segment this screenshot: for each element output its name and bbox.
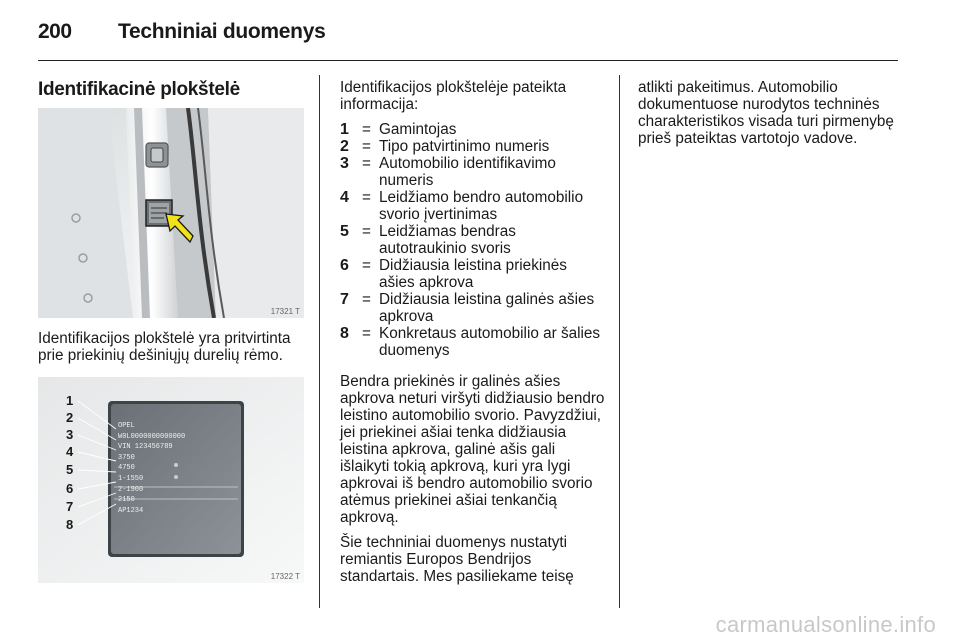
- door-caption: Identifikacijos plokštelė yra pritvirtinta prie priekinių dešiniųjų durelių rėmo.: [38, 330, 291, 364]
- list-item: [340, 121, 606, 138]
- plate-line-7: 2-1900: [118, 485, 144, 494]
- list-intro: Identifikacijos plokštelėje pateikta informacija:: [340, 79, 567, 113]
- item-number: 5: [340, 223, 349, 240]
- item-number: 3: [340, 155, 349, 172]
- plate-info-list: [340, 121, 606, 359]
- list-item: [340, 223, 606, 257]
- item-number: 2: [340, 138, 349, 155]
- plate-line-9: AP1234: [118, 506, 144, 515]
- plate-line-1: OPEL: [118, 422, 135, 430]
- item-text: Leidžiamas bendras autotraukinio svoris: [379, 223, 516, 257]
- callout-1: 1: [66, 393, 74, 408]
- plate-line-6: 1-1550: [118, 474, 144, 483]
- continuation-paragraph: atlikti pakeitimus. Automobilio dokumentuose nurodytos techninės charakteristikos visada turi pirmenybę prieš pateiktas vartotojo vadove.: [638, 79, 894, 147]
- list-item: [340, 325, 606, 359]
- figure-code: 17322 T: [270, 572, 300, 581]
- column-divider-1: [319, 75, 320, 608]
- item-text: Didžiausia leistina priekinės ašies apkrova: [379, 257, 567, 291]
- item-text: Konkretaus automobilio ar šalies duomenys: [379, 325, 601, 359]
- plate-figure: [38, 377, 304, 583]
- item-number: 6: [340, 257, 349, 274]
- item-equals: =: [362, 189, 371, 206]
- callout-8: 8: [66, 517, 74, 532]
- figure-code: 17321 T: [270, 307, 300, 316]
- callout-5: 5: [66, 462, 74, 477]
- watermark: carmanualsonline.info: [715, 612, 936, 637]
- list-item: [340, 138, 606, 155]
- item-number: 4: [340, 189, 349, 206]
- callout-2: 2: [66, 410, 74, 425]
- item-equals: =: [362, 291, 371, 308]
- item-text: Gamintojas: [379, 121, 457, 138]
- item-number: 1: [340, 121, 349, 138]
- callout-3: 3: [66, 427, 74, 442]
- axle-load-paragraph: Bendra priekinės ir galinės ašies apkrova neturi viršyti didžiausio bendro leistino automobilio svorio. Pavyzdžiui, jei priekinei ašiai tenka didžiausia leistina apkrova, galinė ašis gali išlaikyti tokią apkrovą, kuri yra lygi apkrovai iš bendro automobilio svorio atėmus priekinei ašiai tenkančią apkrovą.: [340, 373, 605, 526]
- list-item: [340, 257, 606, 291]
- list-item: [340, 189, 606, 223]
- middle-column: [340, 79, 606, 593]
- header-rule: [38, 60, 898, 61]
- plate-line-4: 3750: [118, 453, 135, 462]
- item-number: 8: [340, 325, 349, 342]
- callout-6: 6: [66, 481, 74, 496]
- plate-line-2: W0L0000000000000: [118, 432, 186, 441]
- page-number: 200: [38, 20, 72, 43]
- plate-line-3: VIN 123456789: [118, 443, 173, 452]
- door-figure: [38, 108, 304, 318]
- list-item: [340, 155, 606, 189]
- item-number: 7: [340, 291, 349, 308]
- item-equals: =: [362, 257, 371, 274]
- callout-7: 7: [66, 499, 74, 514]
- column-divider-2: [619, 75, 620, 608]
- right-column: [638, 79, 900, 155]
- item-equals: =: [362, 223, 371, 240]
- item-text: Tipo patvirtinimo numeris: [379, 138, 550, 155]
- item-text: Didžiausia leistina galinės ašies apkrova: [379, 291, 595, 325]
- item-equals: =: [362, 121, 371, 138]
- page-header: [38, 14, 898, 54]
- item-equals: =: [362, 138, 371, 155]
- section-title: Identifikacinė plokštelė: [38, 79, 240, 100]
- item-equals: =: [362, 155, 371, 172]
- callout-4: 4: [66, 444, 74, 459]
- chapter-title: Techniniai duomenys: [118, 20, 326, 43]
- item-text: Leidžiamo bendro automobilio svorio įvertinimas: [379, 189, 584, 223]
- plate-text: [118, 421, 238, 516]
- left-column-caption: [38, 330, 308, 372]
- item-text: Automobilio identifikavimo numeris: [379, 155, 556, 189]
- plate-line-5: 4750: [118, 464, 135, 473]
- plate-line-8: 2150: [118, 496, 135, 505]
- item-equals: =: [362, 325, 371, 342]
- list-item: [340, 291, 606, 325]
- standards-paragraph: Šie techniniai duomenys nustatyti remiantis Europos Bendrijos standartais. Mes pasiliekame teisę: [340, 534, 574, 585]
- door-illustration: [38, 108, 304, 318]
